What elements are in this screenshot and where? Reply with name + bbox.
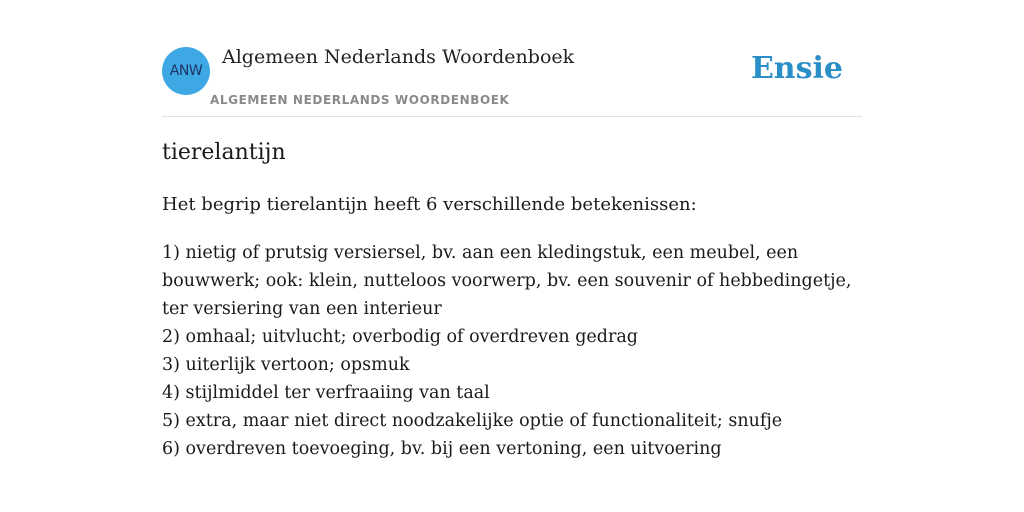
dictionary-header — [162, 0, 862, 117]
meaning-item: 1) nietig of prutsig versiersel, bv. aan een kledingstuk, een meubel, een bouwwerk; ook: klein, nutteloos voorwerp, bv. een souvenir of hebbedingetje, ter versiering van een interieur — [162, 243, 852, 319]
meaning-item: 2) omhaal; uitvlucht; overbodig of overdreven gedrag — [162, 327, 638, 347]
ensie-brand-logo[interactable]: Ensie — [750, 51, 843, 86]
dictionary-title[interactable]: Algemeen Nederlands Woordenboek — [222, 46, 575, 68]
entry-headword: tierelantijn — [162, 140, 286, 165]
meanings-list — [162, 239, 862, 463]
entry-intro: Het begrip tierelantijn heeft 6 verschillende betekenissen: — [162, 194, 697, 215]
logo-text: ANW — [169, 63, 203, 79]
meaning-item: 5) extra, maar niet direct noodzakelijke optie of functionaliteit; snufje — [162, 411, 783, 431]
meaning-item: 3) uiterlijk vertoon; opsmuk — [162, 355, 410, 375]
meaning-item: 4) stijlmiddel ter verfraaiing van taal — [162, 383, 490, 403]
meaning-item: 6) overdreven toevoeging, bv. bij een vertoning, een uitvoering — [162, 439, 722, 459]
anw-logo[interactable] — [162, 47, 210, 95]
dictionary-subtitle: ALGEMEEN NEDERLANDS WOORDENBOEK — [210, 93, 510, 107]
